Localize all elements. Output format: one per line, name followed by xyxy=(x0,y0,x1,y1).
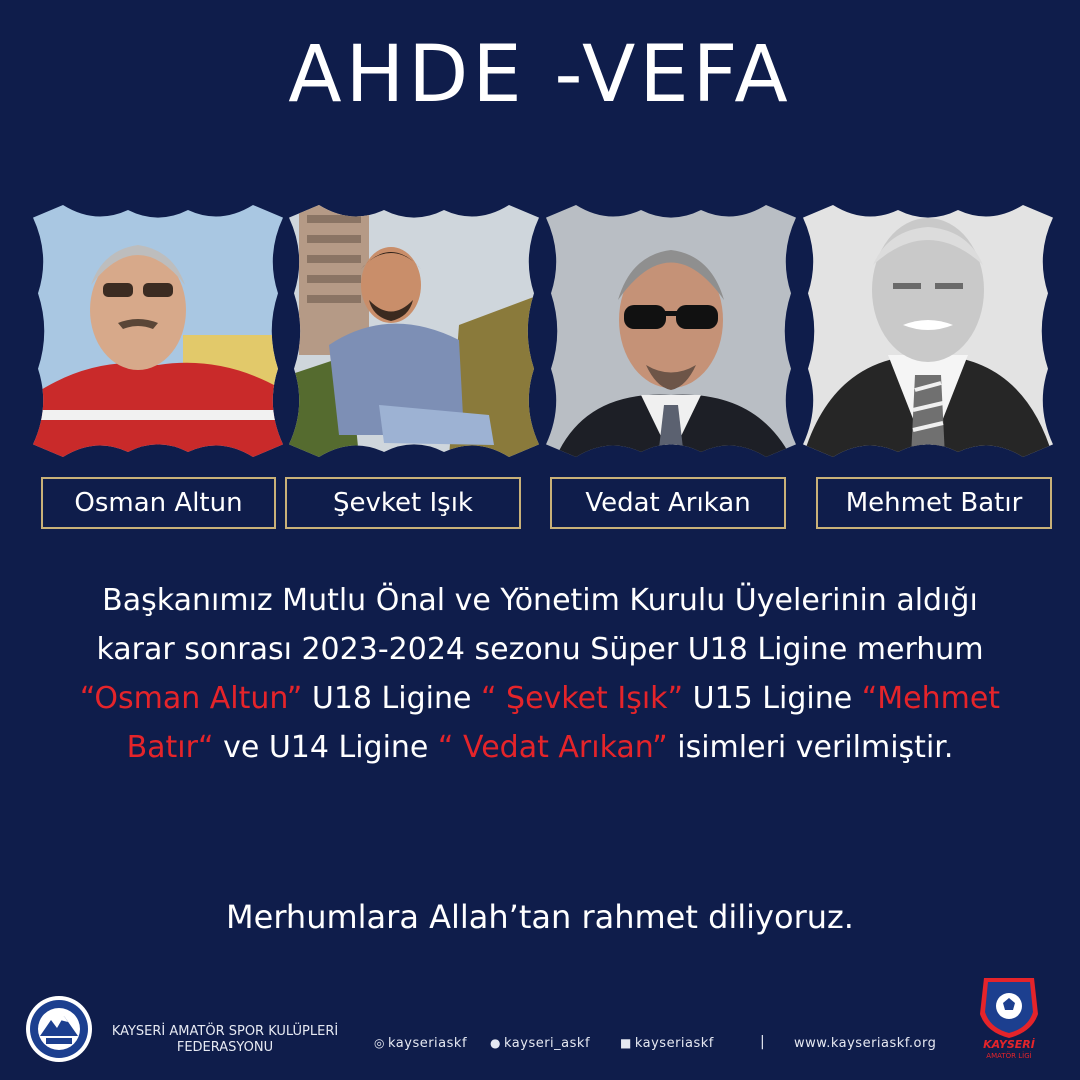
federation-name-line2: FEDERASYONU xyxy=(176,1040,274,1055)
instagram-text: kayseriaskf xyxy=(387,1036,468,1051)
person-name: Mehmet Batır xyxy=(845,488,1023,518)
federation-name-line1: KAYSERİ AMATÖR SPOR KULÜPLERİ xyxy=(111,1024,339,1039)
highlight-osman-altun: “Osman Altun” xyxy=(79,681,303,716)
name-box-mehmet-batir xyxy=(816,477,1052,529)
paragraph-text: U18 Ligine xyxy=(302,681,481,716)
twitter-text: kayseri_askf xyxy=(503,1036,591,1051)
photo-osman-altun xyxy=(33,205,283,457)
facebook-text: kayseriaskf xyxy=(634,1036,714,1051)
photo-vedat-arikan xyxy=(546,205,796,457)
paragraph-text: Başkanımız Mutlu Önal ve Yönetim Kurulu Üyelerinin aldığı karar sonrası 2023-2024 sezonu Süper U18 Ligine merhum xyxy=(96,583,984,667)
twitter-icon: ● xyxy=(490,1036,501,1050)
website-link[interactable]: www.kayseriaskf.org xyxy=(794,1036,937,1051)
league-logo-text2: AMATÖR LİGİ xyxy=(986,1052,1032,1060)
federation-name xyxy=(100,1024,350,1056)
twitter-handle[interactable] xyxy=(490,1036,590,1051)
condolence-message: Merhumlara Allah’tan rahmet diliyoruz. xyxy=(226,898,854,936)
photo-mehmet-batir xyxy=(803,205,1053,457)
paragraph-text: U15 Ligine xyxy=(683,681,862,716)
announcement-paragraph xyxy=(60,576,1020,772)
highlight-mehmet-batir: “Mehmet Batır“ xyxy=(126,681,1001,765)
footer xyxy=(0,990,1080,1080)
facebook-icon: ■ xyxy=(620,1036,632,1050)
person-name: Şevket Işık xyxy=(333,488,473,518)
page-title: AHDE -VEFA xyxy=(288,30,792,120)
name-box-osman-altun xyxy=(41,477,276,529)
name-box-vedat-arikan xyxy=(550,477,786,529)
federation-logo xyxy=(24,994,94,1064)
instagram-handle[interactable] xyxy=(374,1036,467,1051)
person-name: Osman Altun xyxy=(74,488,243,518)
facebook-handle[interactable] xyxy=(620,1036,714,1051)
paragraph-text: isimleri verilmiştir. xyxy=(667,730,954,765)
name-box-sevket-isik xyxy=(285,477,521,529)
photo-sevket-isik xyxy=(289,205,539,457)
league-logo-text1: KAYSERİ xyxy=(983,1038,1035,1051)
footer-separator: | xyxy=(760,1034,765,1050)
paragraph-text: ve U14 Ligine xyxy=(213,730,438,765)
instagram-icon: ◎ xyxy=(374,1036,385,1050)
highlight-vedat-arikan: “ Vedat Arıkan” xyxy=(437,730,668,765)
person-name: Vedat Arıkan xyxy=(585,488,751,518)
highlight-sevket-isik: “ Şevket Işık” xyxy=(480,681,684,716)
league-logo xyxy=(972,974,1046,1060)
